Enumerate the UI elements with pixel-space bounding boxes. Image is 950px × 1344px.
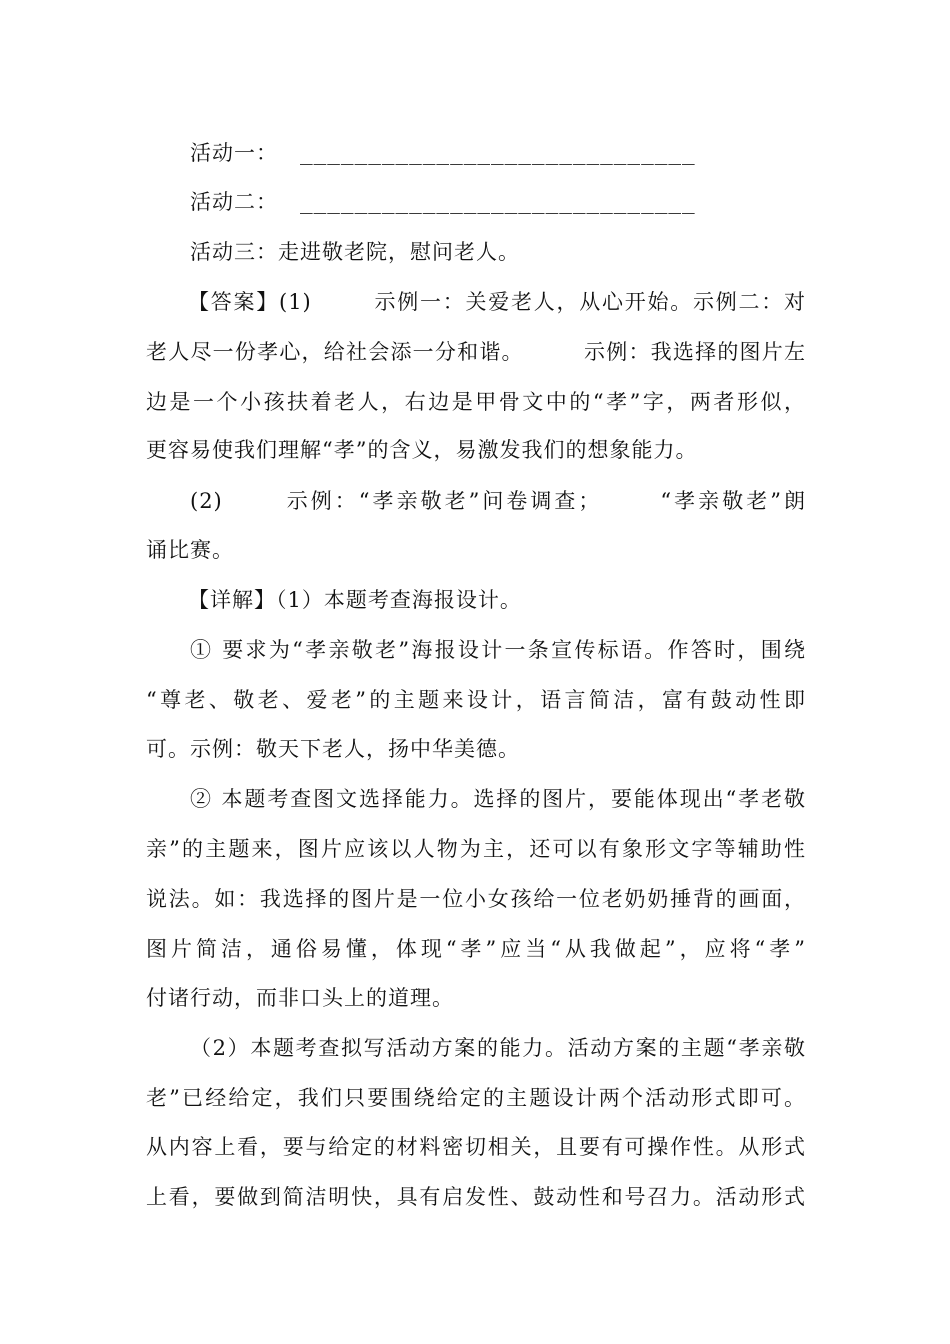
activity-three-line: 活动三：走进敬老院，慰问老人。 [190, 240, 520, 264]
answer-part1-num: (1) [279, 290, 312, 314]
answer-part1-text: 示例一：关爱老人，从心开始。示例二：对 [373, 290, 806, 314]
activity-two-blank: _____________________________ [300, 190, 696, 214]
answer-part2-line [190, 481, 806, 521]
activity-two-label: 活动二： [190, 190, 278, 214]
detail-p3-line-2: 老”已经给定，我们只要围绕给定的主题设计两个活动形式即可。 [146, 1086, 806, 1110]
activity-one-line [190, 133, 806, 173]
answer-line-2-a: 老人尽一份孝心，给社会添一分和谐。 [146, 340, 524, 364]
answer-line-3: 边是一个小孩扶着老人，右边是甲骨文中的“孝”字，两者形似， [146, 390, 806, 414]
detail-p1-line-3: 可。示例：敬天下老人，扬中华美德。 [146, 737, 520, 761]
detail-p3-line-1: （2）本题考查拟写活动方案的能力。活动方案的主题“孝亲敬 [190, 1036, 806, 1060]
activity-one-blank: _____________________________ [300, 141, 696, 165]
answer-line-4: 更容易使我们理解“孝”的含义，易激发我们的想象能力。 [146, 438, 698, 462]
activity-two-line [190, 182, 806, 222]
answer-part2-num: (2) [190, 489, 223, 513]
answer-line-2 [146, 332, 806, 372]
detail-p2-line-1: ② 本题考查图文选择能力。选择的图片，要能体现出“孝老敬 [190, 787, 806, 811]
answer-part2-a: 示例：“孝亲敬老”问卷调查； [284, 489, 601, 513]
detail-p1-line-2: “尊老、敬老、爱老”的主题来设计，语言简洁，富有鼓动性即 [146, 688, 806, 712]
detail-p3-line-4: 上看，要做到简洁明快，具有启发性、鼓动性和号召力。活动形式 [146, 1185, 806, 1209]
detail-heading: 【详解】（1）本题考查海报设计。 [188, 588, 522, 612]
activity-one-label: 活动一： [190, 141, 278, 165]
answer-part2-b: “孝亲敬老”朗 [660, 489, 806, 513]
detail-p3-line-3: 从内容上看，要与给定的材料密切相关，且要有可操作性。从形式 [146, 1135, 806, 1159]
detail-p1-line-1: ① 要求为“孝亲敬老”海报设计一条宣传标语。作答时，围绕 [190, 638, 806, 662]
answer-line-2-b: 示例：我选择的图片左 [583, 340, 806, 364]
detail-p2-line-2: 亲”的主题来，图片应该以人物为主，还可以有象形文字等辅助性 [146, 837, 806, 861]
detail-p2-line-4: 图片简洁，通俗易懂，体现“孝”应当“从我做起”，应将“孝” [146, 937, 806, 961]
answer-part2-line-2: 诵比赛。 [146, 538, 234, 562]
detail-p2-line-3: 说法。如：我选择的图片是一位小女孩给一位老奶奶捶背的画面， [146, 887, 806, 911]
answer-heading: 【答案】 [188, 290, 279, 314]
detail-p2-line-5: 付诸行动，而非口头上的道理。 [146, 986, 454, 1010]
answer-line-1 [188, 282, 806, 322]
